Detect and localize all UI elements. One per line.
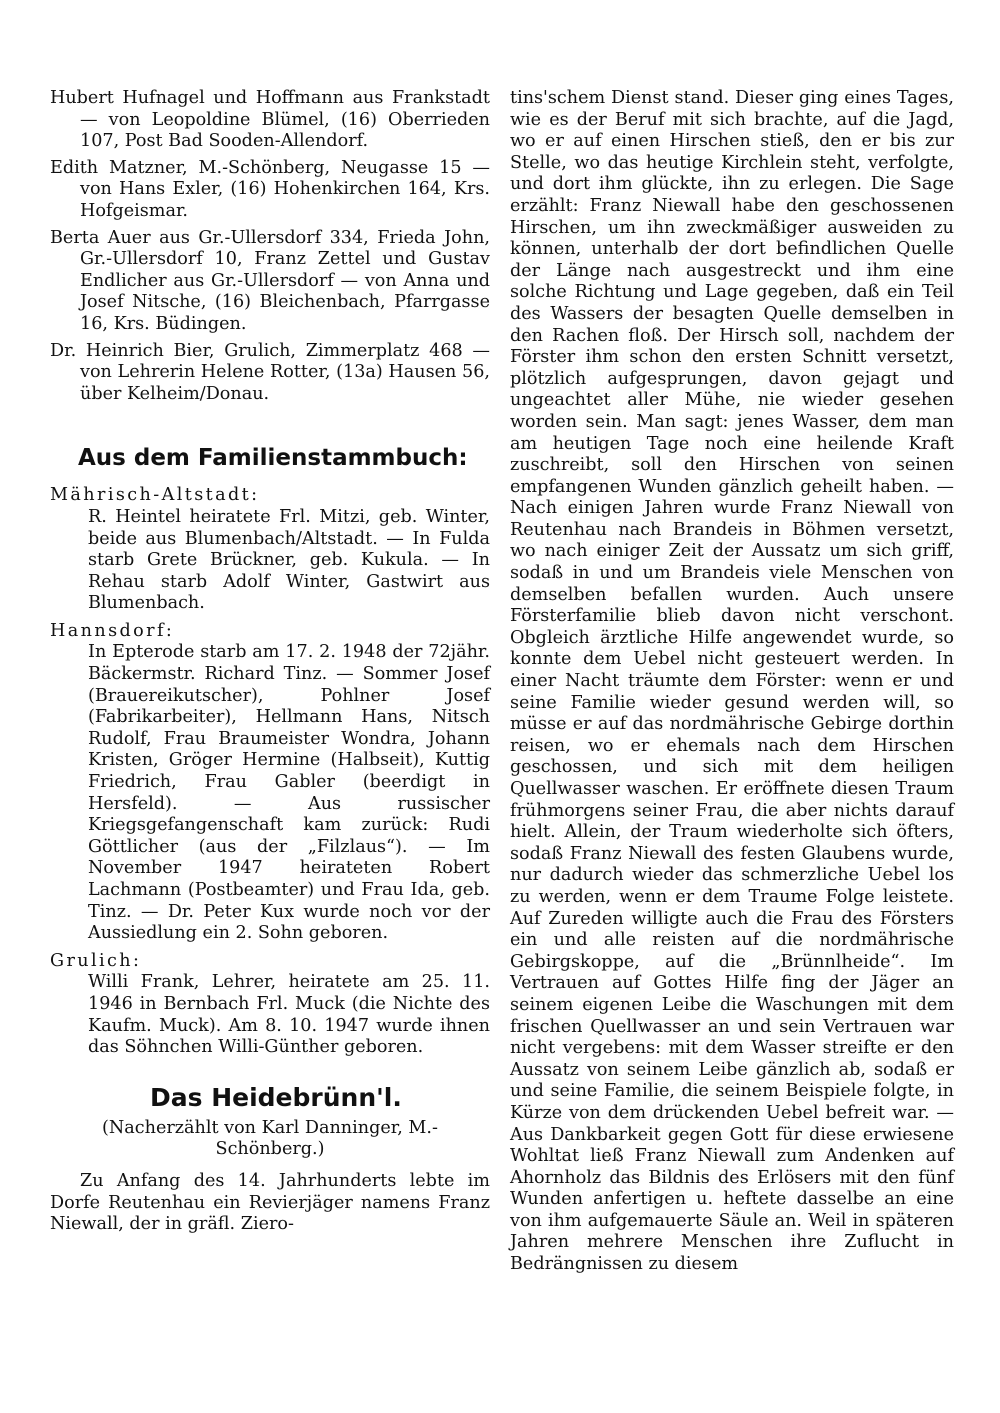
place-heading-grulich: Grulich: [50, 950, 142, 971]
story-title: Das Heidebrünn'l. [150, 1082, 402, 1112]
story-paragraph-continued: tins'schem Dienst stand. Dieser ging eines Tages, wie es der Beruf mit sich brachte, auf die Jagd, wo er auf einen Hirschen stieß, den er bis zur Stelle, wo das heutige Kirchlein steht, verfolgte, und dort ihm glückte, ihn zu erlegen. Die Sage erzählt: Franz Niewall habe den geschossenen Hirschen, um ihn zweckmäßiger ausweiden zu können, unterhalb der dort befindlichen Quelle der Länge nach ausgestreckt und ihm eine solche Richtung und Lage gegeben, daß ein Teil des Wassers der besagten Quelle demselben in den Rachen floß. Der Hirsch soll, nachdem der Förster ihm schon den ersten Schnitt versetzt, plötzlich aufgesprungen, davon gejagt und ungeachtet aller Mühe, nie wieder gesehen worden sein. Man sagt: jenes Wasser, dem man am heutigen Tage noch eine heilende Kraft zuschreibt, soll den Hirschen von seinen empfangenen Wunden gänzlich geheilt haben. — Nach einigen Jahren wurde Franz Niewall von Reutenhau nach Brandeis in Böhmen versetzt, wo nach einiger Zeit der Aussatz um sich griff, sodaß in und um Brandeis viele Menschen von demselben befallen wurden. Auch unsere Försterfamilie blieb davon nicht verschont. Obgleich ärztliche Hilfe angewendet wurde, so konnte dem Uebel nicht gesteuert werden. In einer Nacht träumte dem Förster: wenn er und seine Familie wieder gesund werden will, so müsse er auf das nordmährische Gebirge dorthin reisen, wo er ehemals nach dem Hirschen geschossen, und sich mit dem heiligen Quellwasser waschen. Er eröffnete diesen Traum frühmorgens seiner Frau, die aber nichts darauf hielt. Allein, der Traum wiederholte sich öfters, sodaß Franz Niewall des festen Glaubens wurde, nur dadurch wieder das schmerzliche Uebel los zu werden, wenn er dem Traume Folge leistete. Auf Zureden willigte auch die Frau des Försters ein und alle reisten auf die nordmährische Gebirgskoppe, auf die „Brünnlheide“. Im Vertrauen auf Gottes Hilfe fing der Jäger an seinem eigenen Leibe die Waschungen mit dem frischen Quellwasser an und sein Vertrauen war nicht vergebens: mit dem Wasser streifte er den Aussatz von seinem Leibe gänzlich ab, sodaß er und seine Familie, die seinem Beispiele folgte, in Kürze von dem drückenden Uebel befreit war. — Aus Dankbarkeit gegen Gott für diese erwiesene Wohltat ließ Franz Niewall zum Andenken auf Ahornholz das Bildnis des Erlösers mit den fünf Wunden anfertigen u. heftete dasselbe an eine von ihm aufgemauerte Säule an. Weil in späteren Jahren mehrere Menschen ihre Zuflucht in Bedrängnissen zu diesem [510, 88, 954, 1275]
place-heading-hannsdorf: Hannsdorf: [50, 620, 175, 641]
family-news-grulich: Willi Frank, Lehrer, heiratete am 25. 11. 1946 in Bernbach Frl. Muck (die Nichte des Kaufm. Muck). Am 8. 10. 1947 wurde ihnen das Söhnchen Willi-Günther geboren. [88, 972, 490, 1058]
left-column [50, 88, 490, 1240]
right-column [510, 88, 954, 1276]
family-records-heading: Aus dem Familienstammbuch: [78, 445, 468, 472]
family-news-maehrisch-altstadt: R. Heintel heiratete Frl. Mitzi, geb. Winter, beide aus Blumenbach/Altstadt. — In Fulda starb Grete Brückner, geb. Kukula. — In Rehau starb Adolf Winter, Gastwirt aus Blumenbach. [88, 506, 490, 614]
search-entry-hufnagel: Hubert Hufnagel und Hoffmann aus Frankstadt — von Leopoldine Blümel, (16) Oberrieden 107, Post Bad Sooden-Allendorf. [50, 88, 490, 152]
search-entry-bier: Dr. Heinrich Bier, Grulich, Zimmerplatz 468 — von Lehrerin Helene Rotter, (13a) Hausen 56, über Kelheim/Donau. [50, 340, 490, 404]
family-news-hannsdorf: In Epterode starb am 17. 2. 1948 der 72jähr. Bäckermstr. Richard Tinz. — Sommer Josef (Brauereikutscher), Pohlner Josef (Fabrikarbeiter), Hellmann Hans, Nitsch Rudolf, Frau Braumeister Wondra, Johann Kristen, Gröger Hermine (Halbseit), Kuttig Friedrich, Frau Gabler (beerdigt in Hersfeld). — Aus russischer Kriegsgefangenschaft kam zurück: Rudi Göttlicher (aus der „Filzlaus“). — Im November 1947 heirateten Robert Lachmann (Postbeamter) und Frau Ida, geb. Tinz. — Dr. Peter Kux wurde noch vor der Aussiedlung ein 2. Sohn geboren. [88, 642, 490, 944]
story-subtitle: (Nacherzählt von Karl Danninger, M.-Schönberg.) [102, 1117, 438, 1160]
search-entry-auer: Berta Auer aus Gr.-Ullersdorf 334, Frieda John, Gr.-Ullersdorf 10, Franz Zettel und Gustav Endlicher aus Gr.-Ullersdorf — von Anna und Josef Nitsche, (16) Bleichenbach, Pfarrgasse 16, Krs. Büdingen. [50, 227, 490, 334]
story-paragraph-start: Zu Anfang des 14. Jahrhunderts lebte im Dorfe Reutenhau ein Revierjäger namens Franz Niewall, der in gräfl. Ziero- [50, 1170, 490, 1235]
search-entry-matzner: Edith Matzner, M.-Schönberg, Neugasse 15 — von Hans Exler, (16) Hohenkirchen 164, Krs. Hofgeismar. [50, 157, 490, 221]
place-heading-maehrisch-altstadt: Mährisch-Altstadt: [50, 485, 260, 506]
